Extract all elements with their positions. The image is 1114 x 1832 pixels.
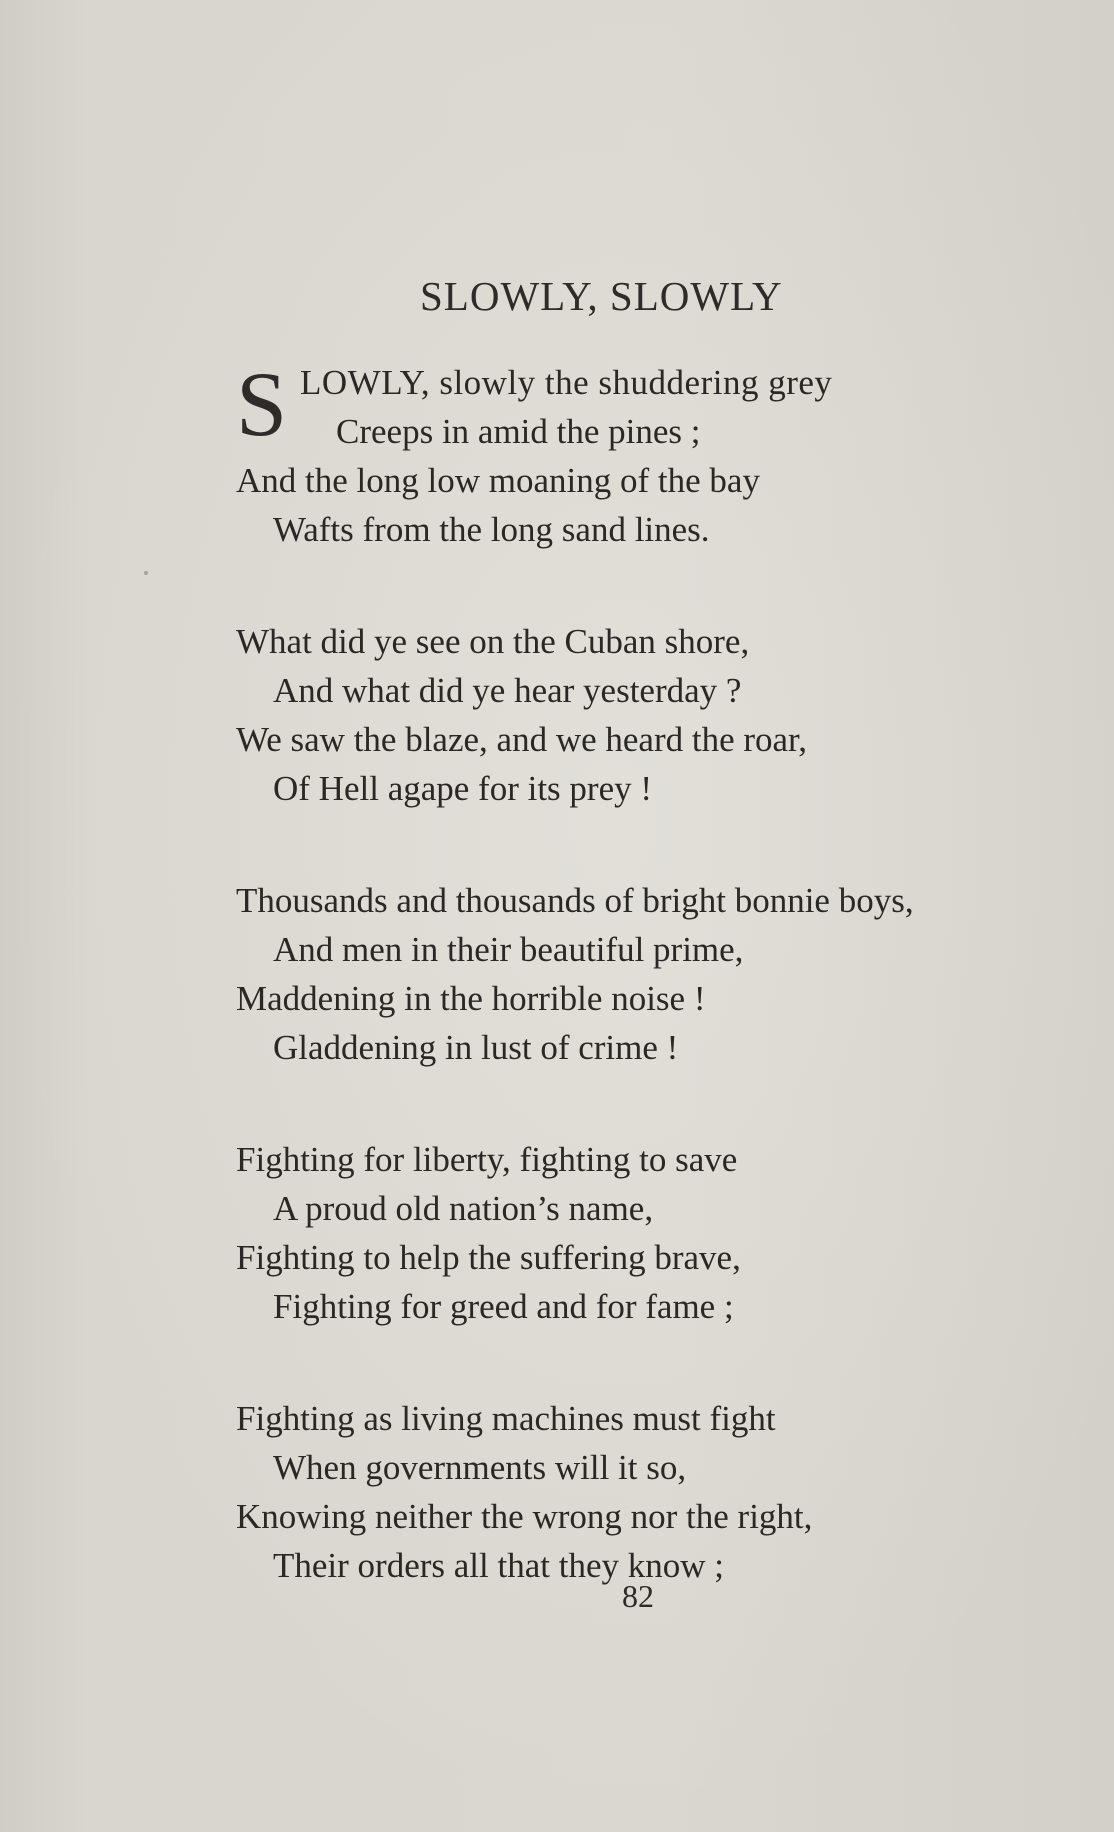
poem-line: Wafts from the long sand lines. <box>273 510 710 549</box>
poem-line: Gladdening in lust of crime ! <box>273 1028 679 1067</box>
poem-line: Thousands and thousands of bright bonnie boys, <box>236 881 914 920</box>
poem-title: SLOWLY, SLOWLY <box>420 273 783 319</box>
poem-line: LOWLY, slowly the shuddering grey <box>300 363 833 402</box>
drop-cap: S <box>236 353 288 455</box>
poem-line: Creeps in amid the pines ; <box>336 412 701 451</box>
page-number: 82 <box>622 1578 654 1614</box>
poem-body <box>236 353 1086 1653</box>
poem-line: Fighting for greed and for fame ; <box>273 1287 734 1326</box>
poem-line: Of Hell agape for its prey ! <box>273 769 653 808</box>
poem-line: And what did ye hear yesterday ? <box>273 671 742 710</box>
poem-line: What did ye see on the Cuban shore, <box>236 622 750 661</box>
poem-line: Fighting to help the suffering brave, <box>236 1238 741 1277</box>
poem-line: Fighting as living machines must fight <box>236 1399 776 1438</box>
poem-line: Maddening in the horrible noise ! <box>236 979 706 1018</box>
poem-line: Their orders all that they know ; <box>273 1546 724 1585</box>
poem-line: A proud old nation’s name, <box>273 1189 654 1228</box>
stanza-3 <box>236 876 1086 1072</box>
poem-line: Knowing neither the wrong nor the right, <box>236 1497 813 1536</box>
stanza-2 <box>236 617 1086 813</box>
stanza-1 <box>236 353 1086 554</box>
poem-line: We saw the blaze, and we heard the roar, <box>236 720 808 759</box>
poem-line: And men in their beautiful prime, <box>273 930 744 969</box>
poem-line: When governments will it so, <box>273 1448 687 1487</box>
poem-line: And the long low moaning of the bay <box>236 461 760 500</box>
paper-speck <box>144 571 148 575</box>
stanza-4 <box>236 1135 1086 1331</box>
poem-line: Fighting for liberty, fighting to save <box>236 1140 738 1179</box>
stanza-5 <box>236 1394 1086 1590</box>
